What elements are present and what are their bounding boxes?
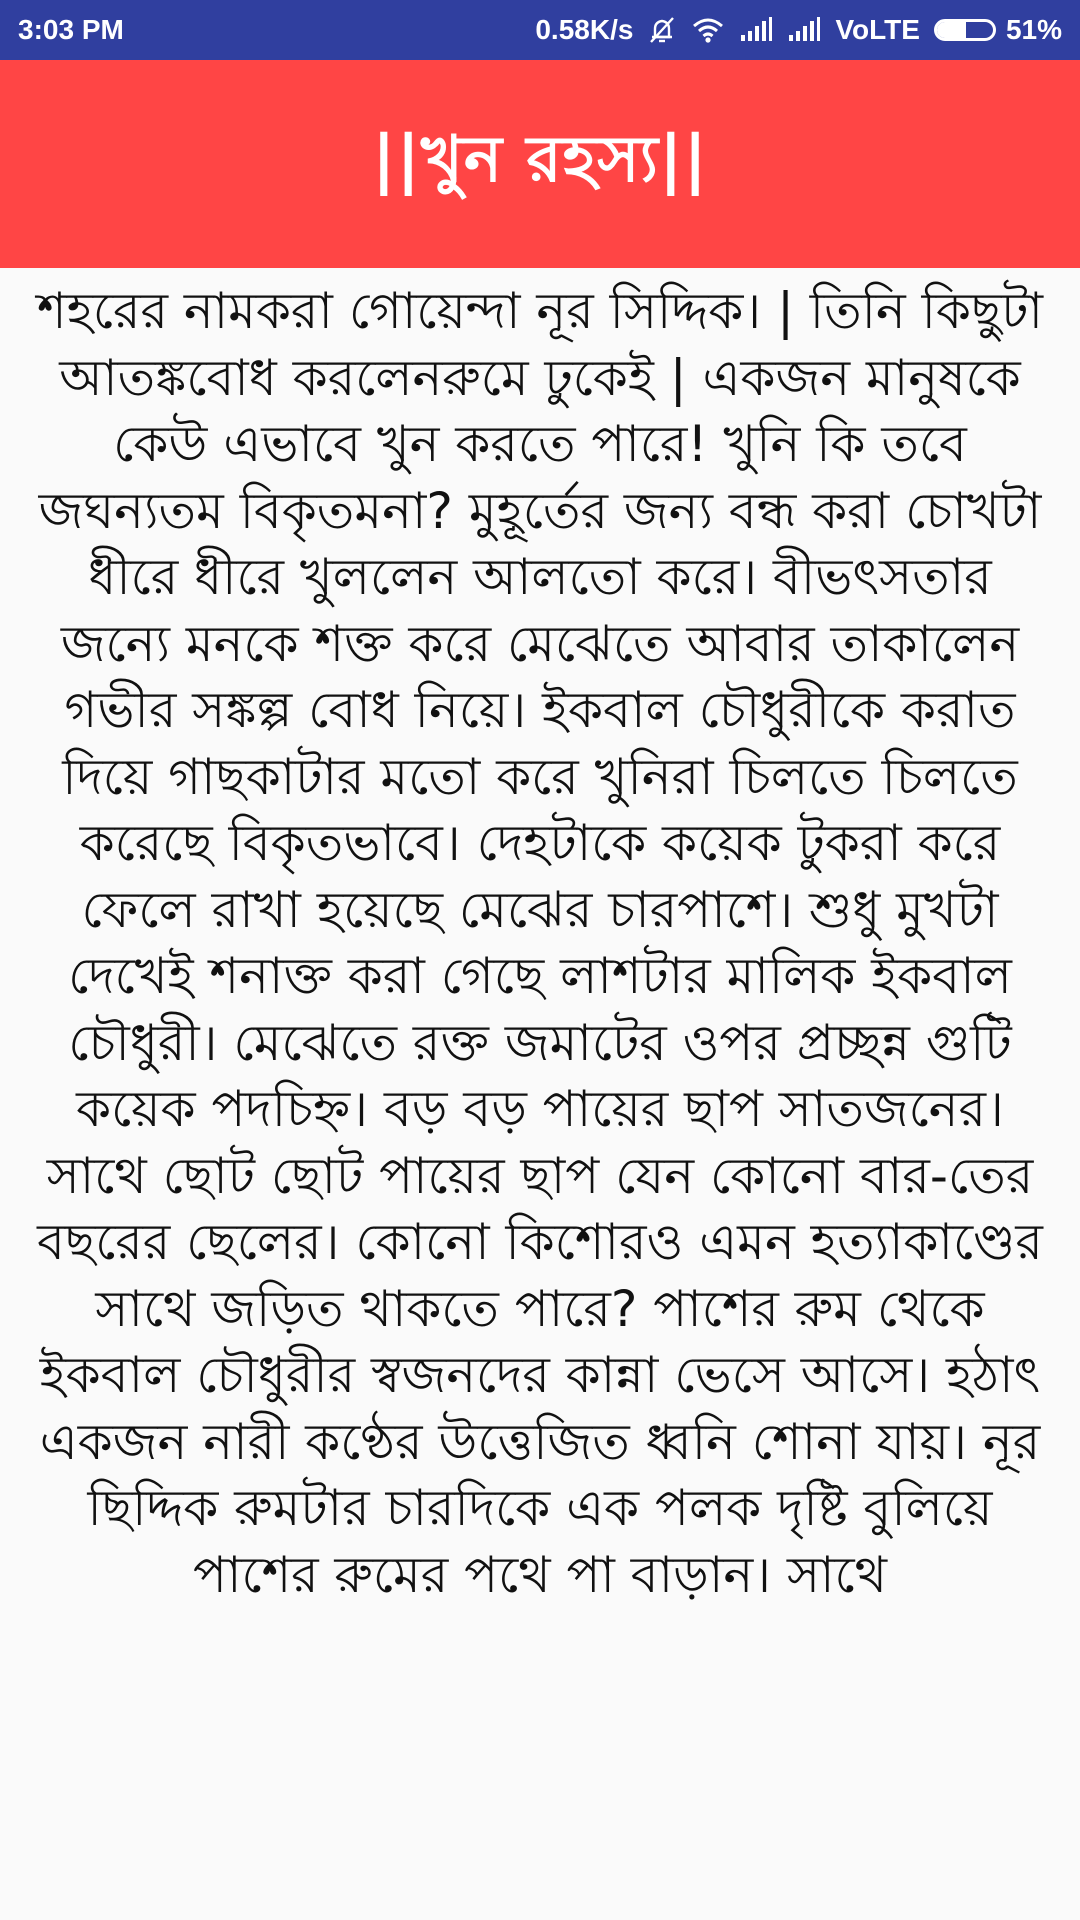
battery-fill — [937, 22, 966, 38]
signal-icon — [739, 17, 773, 43]
story-scroll-area[interactable] — [0, 268, 1080, 1800]
network-type: VoLTE — [835, 14, 920, 45]
signal-icon — [787, 17, 821, 43]
status-icons — [535, 14, 1062, 46]
story-text: শহরের নামকরা গোয়েন্দা নূর সিদ্দিক। | তিনি কিছুটা আতঙ্কবোধ করলেনরুমে ঢুকেই | একজন মানুষকে কেউ এভাবে খুন করতে পারে! খুনি কি তবে জঘন্যতম বিকৃতমনা? মুহূর্তের জন্য বন্ধ করা চোখটা ধীরে ধীরে খুললেন আলতো করে। বীভৎসতার জন্যে মনকে শক্ত করে মেঝেতে আবার তাকালেন গভীর সঙ্কল্প বোধ নিয়ে। ইকবাল চৌধুরীকে করাত দিয়ে গাছকাটার মতো করে খুনিরা চিলতে চিলতে করেছে বিকৃতভাবে। দেহটাকে কয়েক টুকরা করে ফেলে রাখা হয়েছে মেঝের চারপাশে। শুধু মুখটা দেখেই শনাক্ত করা গেছে লাশটার মালিক ইকবাল চৌধুরী। মেঝেতে রক্ত জমাটের ওপর প্রচ্ছন্ন গুটি কয়েক পদচিহ্ন। বড় বড় পায়ের ছাপ সাতজনের। সাথে ছোট ছোট পায়ের ছাপ যেন কোনো বার-তের বছরের ছেলের। কোনো কিশোরও এমন হত্যাকাণ্ডের সাথে জড়িত থাকতে পারে? পাশের রুম থেকে ইকবাল চৌধুরীর স্বজনদের কান্না ভেসে আসে। হঠাৎ একজন নারী কণ্ঠের উত্তেজিত ধ্বনি শোনা যায়। নূর ছিদ্দিক রুমটার চারদিকে এক পলক দৃষ্টি বুলিয়ে পাশের রুমের পথে পা বাড়ান। সাথে — [37, 282, 1043, 1604]
app-title: ||খুন রহস্য|| — [372, 122, 708, 197]
net-speed: 0.58K/s — [535, 14, 634, 45]
app-bar — [0, 60, 1080, 268]
status-time: 3:03 PM — [18, 14, 124, 45]
battery-percent: 51% — [1005, 14, 1062, 45]
battery-icon — [934, 14, 1062, 46]
wifi-icon — [691, 16, 725, 44]
bell-muted-icon — [647, 15, 677, 45]
status-bar — [0, 0, 1080, 60]
battery-body — [934, 19, 996, 41]
